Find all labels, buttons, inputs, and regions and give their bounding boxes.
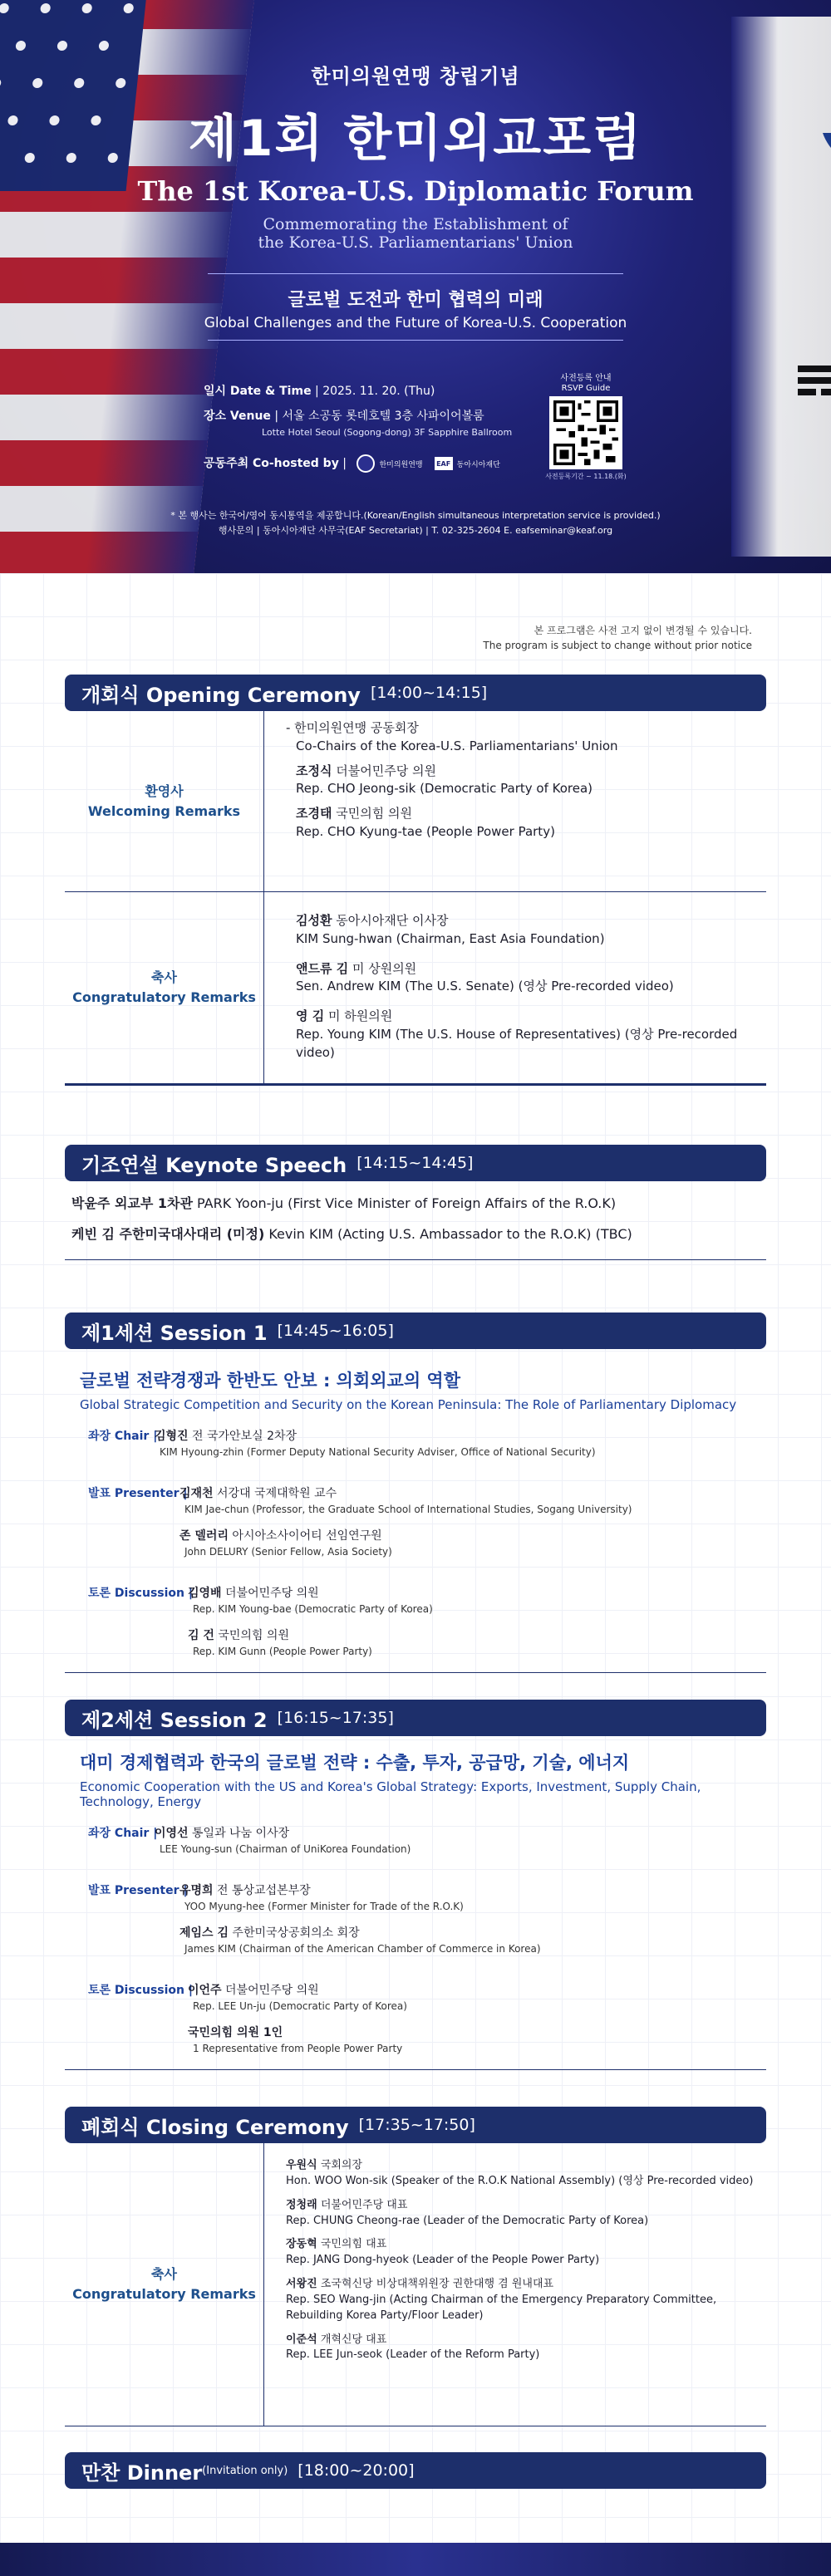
chair-row: 좌장 Chair | 이영선 통일과 나눔 이사장 LEE Young-sun (Chairman of UniKorea Foundation): [88, 1824, 766, 1867]
session-1-section: [65, 1313, 766, 1673]
event-info: [204, 382, 512, 481]
change-notice: 본 프로그램은 사전 고지 없이 변경될 수 있습니다. The program is subject to change without prior notice: [483, 625, 752, 651]
presenter-row: 발표 Presenter | 김재천 서강대 국제대학원 교수 KIM Jae-chun (Professor, the Graduate School of International Studies, Sogang University) 존 델러리 아시아소사이어티 선임연구원 John DELURY (Senior Fellow, Asia Society): [88, 1484, 766, 1569]
welcoming-remarks-label: 환영사 Welcoming Remarks: [65, 711, 264, 891]
hero-subtitle-line-1: Commemorating the Establishment of: [263, 215, 568, 233]
speaker-entry: 우원식 국회의장 Hon. WOO Won-sik (Speaker of the R.O.K National Assembly) (영상 Pre-recorded video): [286, 2159, 754, 2187]
keynote-speaker: 박윤주 외교부 1차관 PARK Yoon-ju (First Vice Minister of Foreign Affairs of the R.O.K): [71, 1195, 617, 1211]
forum-theme-korean: 글로벌 도전과 한미 협력의 미래: [288, 290, 543, 311]
keynote-speaker: 케빈 김 주한미국대사대리 (미정) Kevin KIM (Acting U.S. Ambassador to the R.O.K) (TBC): [71, 1226, 632, 1242]
session-topic-korean: 글로벌 전략경쟁과 한반도 안보 : 의회외교의 역할: [80, 1371, 460, 1391]
event-venue: 장소 Venue | 서울 소공동 롯데호텔 3층 사파이어볼룸: [204, 410, 484, 423]
speaker-entry: 이준석 개혁신당 대표 Rep. LEE Jun-seok (Leader of the Reform Party): [286, 2333, 540, 2362]
section-header: 제1세션 Session 1 [14:45~16:05]: [65, 1313, 766, 1349]
hero-text: [0, 0, 831, 341]
discussant-person: 김 건 국민의힘 의원 Rep. KIM Gunn (People Power Party): [188, 1629, 372, 1657]
event-date: 일시 Date & Time | 2025. 11. 20. (Thu): [204, 385, 435, 398]
session-2-section: [65, 1700, 766, 2070]
discussant-person: 김영배 더불어민주당 의원 Rep. KIM Young-bae (Democratic Party of Korea): [188, 1587, 433, 1615]
speaker-entry: 서왕진 조국혁신당 비상대책위원장 권한대행 겸 원내대표 Rep. SEO Wang-jin (Acting Chairman of the Emergency Preparatory Committee, Rebuilding Korea Party/Floor Leader): [286, 2278, 717, 2322]
host-logo-eaf: EAF 동아시아재단: [435, 457, 500, 470]
session-topic-english: Economic Cooperation with the US and Korea's Global Strategy: Exports, Investment, Supply Chain, Technology, Energy: [80, 1779, 701, 1809]
co-chairs-intro: - 한미의원연맹 공동회장 Co-Chairs of the Korea-U.S. Parliamentarians' Union: [286, 720, 618, 753]
rsvp-qr[interactable]: [544, 374, 627, 481]
section-header: 폐회식 Closing Ceremony [17:35~17:50]: [65, 2107, 766, 2143]
dinner-section: [65, 2452, 766, 2489]
chair-row: 좌장 Chair | 김형진 전 국가안보실 2차장 KIM Hyoung-zhin (Former Deputy National Security Adviser, Office of National Security): [88, 1427, 766, 1470]
discussion-row: 토론 Discussion | 김영배 더불어민주당 의원 Rep. KIM Young-bae (Democratic Party of Korea) 김 건 국민의힘 의원 Rep. KIM Gunn (People Power Party): [88, 1584, 766, 1669]
congratulatory-remarks-label: 축사 Congratulatory Remarks: [65, 892, 264, 1083]
section-header: 만찬 Dinner (Invitation only) [18:00~20:00]: [65, 2452, 766, 2489]
forum-theme-english: Global Challenges and the Future of Korea-U.S. Cooperation: [204, 315, 627, 331]
discussant-person: 이언주 더불어민주당 의원 Rep. LEE Un-ju (Democratic Party of Korea): [188, 1984, 407, 2012]
opening-ceremony-section: [65, 675, 766, 1086]
closing-ceremony-section: [65, 2107, 766, 2426]
union-seal-icon: [356, 454, 375, 473]
speaker-entry: 영 김 미 하원의원 Rep. Young KIM (The U.S. House of Representatives) (영상 Pre-recorded video): [296, 1008, 738, 1060]
rsvp-label-english: RSVP Guide: [561, 384, 611, 393]
presenter-row: 발표 Presenter | 유명희 전 통상교섭본부장 YOO Myung-hee (Former Minister for Trade of the R.O.K) 제임스 김 주한미국상공회의소 회장 James KIM (Chairman of the American Chamber of Commerce in Korea): [88, 1882, 766, 1966]
presenter-person: 유명희 전 통상교섭본부장 YOO Myung-hee (Former Minister for Trade of the R.O.K): [179, 1884, 464, 1912]
presenter-person: 존 델러리 아시아소사이어티 선임연구원 John DELURY (Senior Fellow, Asia Society): [179, 1529, 392, 1558]
welcoming-remarks-speakers: [264, 711, 766, 891]
discussion-row: 토론 Discussion | 이언주 더불어민주당 의원 Rep. LEE Un-ju (Democratic Party of Korea) 국민의힘 의원 1인 1 Representative from People Power Party: [88, 1981, 766, 2066]
session-topic-korean: 대미 경제협력과 한국의 글로벌 전략 : 수출, 투자, 공급망, 기술, 에너지: [80, 1753, 630, 1773]
congratulatory-remarks-block: [65, 892, 766, 1083]
eaf-logo-icon: EAF: [435, 457, 453, 470]
hero-title-korean: 제1회 한미외교포럼: [188, 110, 643, 168]
closing-remarks-label: 축사 Congratulatory Remarks: [65, 2143, 264, 2426]
discussant-person: 국민의힘 의원 1인 1 Representative from People Power Party: [188, 2026, 403, 2054]
event-venue-english: Lotte Hotel Seoul (Sogong-dong) 3F Sapphire Ballroom: [262, 427, 513, 438]
event-hosts: 공동주최 Co-hosted by | 한미의원연맹 EAF 동아시아재단: [204, 454, 512, 473]
section-header: 개회식 Opening Ceremony [14:00~14:15]: [65, 675, 766, 711]
section-divider: [65, 2069, 766, 2070]
footer-band: [0, 2543, 831, 2576]
speaker-entry: 정청래 더불어민주당 대표 Rep. CHUNG Cheong-rae (Leader of the Democratic Party of Korea): [286, 2198, 649, 2227]
presenter-person: 제임스 김 주한미국상공회의소 회장 James KIM (Chairman of the American Chamber of Commerce in Korea): [179, 1926, 541, 1955]
chair-person: 김형진 전 국가안보실 2차장 KIM Hyoung-zhin (Former Deputy National Security Adviser, Office of National Security): [155, 1430, 596, 1458]
hero-footnote: [0, 508, 831, 537]
section-divider: [65, 1083, 766, 1086]
closing-speakers: [264, 2143, 766, 2426]
hero-divider: [208, 273, 623, 274]
speaker-entry: 김성환 동아시아재단 이사장 KIM Sung-hwan (Chairman, East Asia Foundation): [296, 913, 605, 946]
welcoming-remarks-block: [65, 711, 766, 892]
hero-subtitle-line-2: the Korea-U.S. Parliamentarians' Union: [258, 233, 573, 252]
hero-title-english: The 1st Korea-U.S. Diplomatic Forum: [137, 175, 694, 207]
hero-banner: [0, 0, 831, 573]
keynote-section: [65, 1145, 766, 1260]
speaker-entry: 장동혁 국민의힘 대표 Rep. JANG Dong-hyeok (Leader of the People Power Party): [286, 2238, 600, 2267]
section-header: 기조연설 Keynote Speech [14:15~14:45]: [65, 1145, 766, 1181]
section-divider: [65, 1259, 766, 1260]
host-logo-kusp: 한미의원연맹: [356, 454, 422, 473]
speaker-entry: 조정식 더불어민주당 의원 Rep. CHO Jeong-sik (Democratic Party of Korea): [296, 763, 593, 797]
closing-remarks-block: [65, 2143, 766, 2426]
hero-kicker: 한미의원연맹 창립기념: [311, 65, 520, 88]
hero-divider-2: [208, 340, 623, 341]
program: [0, 573, 831, 2576]
section-divider: [65, 1672, 766, 1673]
contact-note: 행사문의 | 동아시아재단 사무국(EAF Secretariat) | T. 02-325-2604 E. eafseminar@keaf.org: [218, 524, 613, 536]
section-header: 제2세션 Session 2 [16:15~17:35]: [65, 1700, 766, 1736]
presenter-person: 김재천 서강대 국제대학원 교수 KIM Jae-chun (Professor, the Graduate School of International Studies, Sogang University): [179, 1487, 632, 1515]
speaker-entry: 앤드류 김 미 상원의원 Sen. Andrew KIM (The U.S. Senate) (영상 Pre-recorded video): [296, 960, 674, 994]
rsvp-deadline: 사전등록기간 ~ 11.18.(화): [545, 473, 627, 480]
interpretation-note: * 본 행사는 한국어/영어 동시통역을 제공합니다.(Korean/English simultaneous interpretation service is provided.): [170, 510, 661, 521]
congratulatory-speakers: [264, 892, 766, 1083]
qr-code-icon[interactable]: [549, 396, 622, 469]
speaker-entry: 조경태 국민의힘 의원 Rep. CHO Kyung-tae (People Power Party): [296, 806, 555, 839]
chair-person: 이영선 통일과 나눔 이사장 LEE Young-sun (Chairman of UniKorea Foundation): [155, 1827, 411, 1855]
host-logos: [356, 454, 499, 473]
session-topic-english: Global Strategic Competition and Security on the Korean Peninsula: The Role of Parliamentary Diplomacy: [80, 1397, 737, 1412]
rsvp-label-korean: 사전등록 안내: [560, 374, 612, 383]
